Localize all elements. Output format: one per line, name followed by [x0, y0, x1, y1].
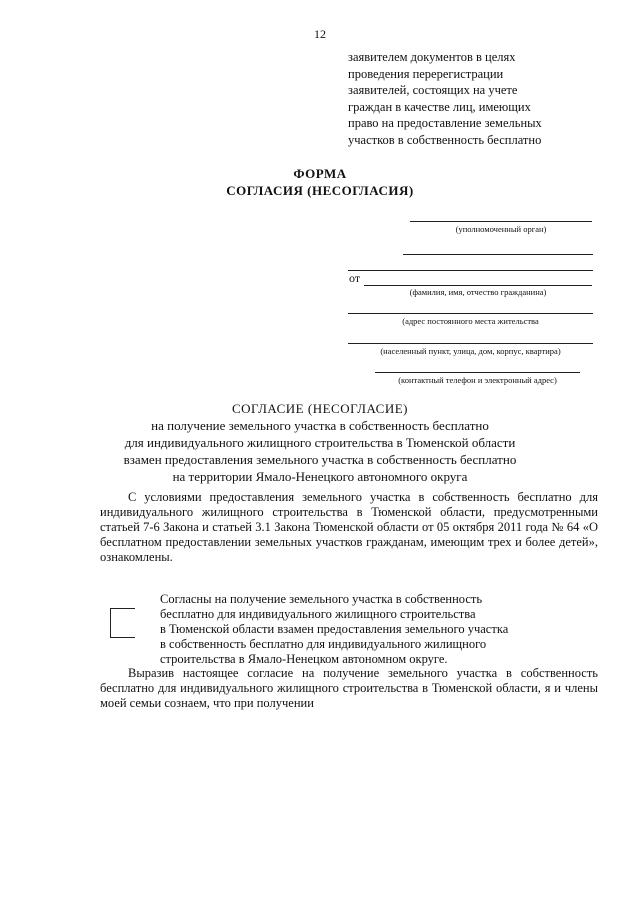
- attachment-header-line: проведения перерегистрации: [348, 66, 504, 81]
- attachment-header-line: право на предоставление земельных: [348, 116, 542, 130]
- consent-heading-line: для индивидуального жилищного строительства в Тюменской области: [124, 435, 516, 450]
- consent-heading-line: на получение земельного участка в собственность бесплатно: [151, 418, 489, 433]
- authority-caption: (уполномоченный орган): [455, 224, 547, 234]
- agreement-option-line: в Тюменской области взамен предоставления земельного участка: [160, 622, 509, 636]
- name-caption: (фамилия, имя, отчество гражданина): [409, 287, 547, 297]
- address-line: [348, 313, 593, 314]
- consent-heading-line: на территории Ямало-Ненецкого автономного округа: [172, 469, 468, 484]
- attachment-header: [348, 49, 542, 148]
- agreement-checkbox[interactable]: [110, 608, 135, 638]
- consent-heading-title: СОГЛАСИЕ (НЕСОГЛАСИЕ): [231, 401, 409, 416]
- intro-paragraph: [100, 490, 598, 565]
- page-number: 12: [314, 27, 326, 41]
- closing-paragraph-text: Выразив настоящее согласие на получение земельного участка в собственность бесплатно для индивидуального жилищного строительства в Тюменской области, я и члены моей семьи сознаем, что при получении: [100, 666, 598, 710]
- consent-heading: [0, 400, 640, 485]
- attachment-header-line: заявителем документов в целях: [348, 50, 516, 64]
- agreement-option-line: бесплатно для индивидуального жилищного строительства: [160, 607, 476, 621]
- name-line-1: [348, 270, 593, 271]
- contacts-caption: (контактный телефон и электронный адрес): [398, 375, 557, 385]
- address-detail-caption: (населенный пункт, улица, дом, корпус, квартира): [380, 346, 561, 356]
- agreement-option: [160, 592, 508, 667]
- from-label: от: [349, 271, 361, 285]
- agreement-option-line: в собственность бесплатно для индивидуального жилищного: [160, 637, 487, 651]
- attachment-header-line: граждан в качестве лиц, имеющих: [348, 99, 531, 114]
- name-line-2: [364, 285, 592, 286]
- agreement-option-line: Согласны на получение земельного участка в собственность: [160, 592, 483, 606]
- form-subtitle: СОГЛАСИЯ (НЕСОГЛАСИЯ): [226, 183, 414, 198]
- consent-heading-line: взамен предоставления земельного участка в собственность бесплатно: [123, 452, 517, 467]
- address-caption: (адрес постоянного места жительства: [402, 316, 539, 326]
- attachment-header-line: участков в собственность бесплатно: [348, 132, 542, 147]
- address-detail-line: [348, 343, 593, 344]
- agreement-option-line: строительства в Ямало-Ненецком автономном округе.: [160, 652, 448, 666]
- closing-paragraph: [100, 666, 598, 711]
- authority-line-2: [403, 254, 593, 255]
- form-title: ФОРМА: [293, 166, 347, 181]
- contacts-line: [375, 372, 580, 373]
- intro-paragraph-text: С условиями предоставления земельного участка в собственность бесплатно для индивидуального жилищного строительства в Тюменской области, предусмотренными статьей 7-6 Закона и статьей 3.1 Закона Тюменской области от 05 октября 2011 года № 64 «О бесплатном предоставлении земельных участков гражданам, имеющим трех и более детей», ознакомлены.: [100, 490, 598, 564]
- authority-line: [410, 221, 592, 222]
- attachment-header-line: заявителей, состоящих на учете: [348, 83, 518, 97]
